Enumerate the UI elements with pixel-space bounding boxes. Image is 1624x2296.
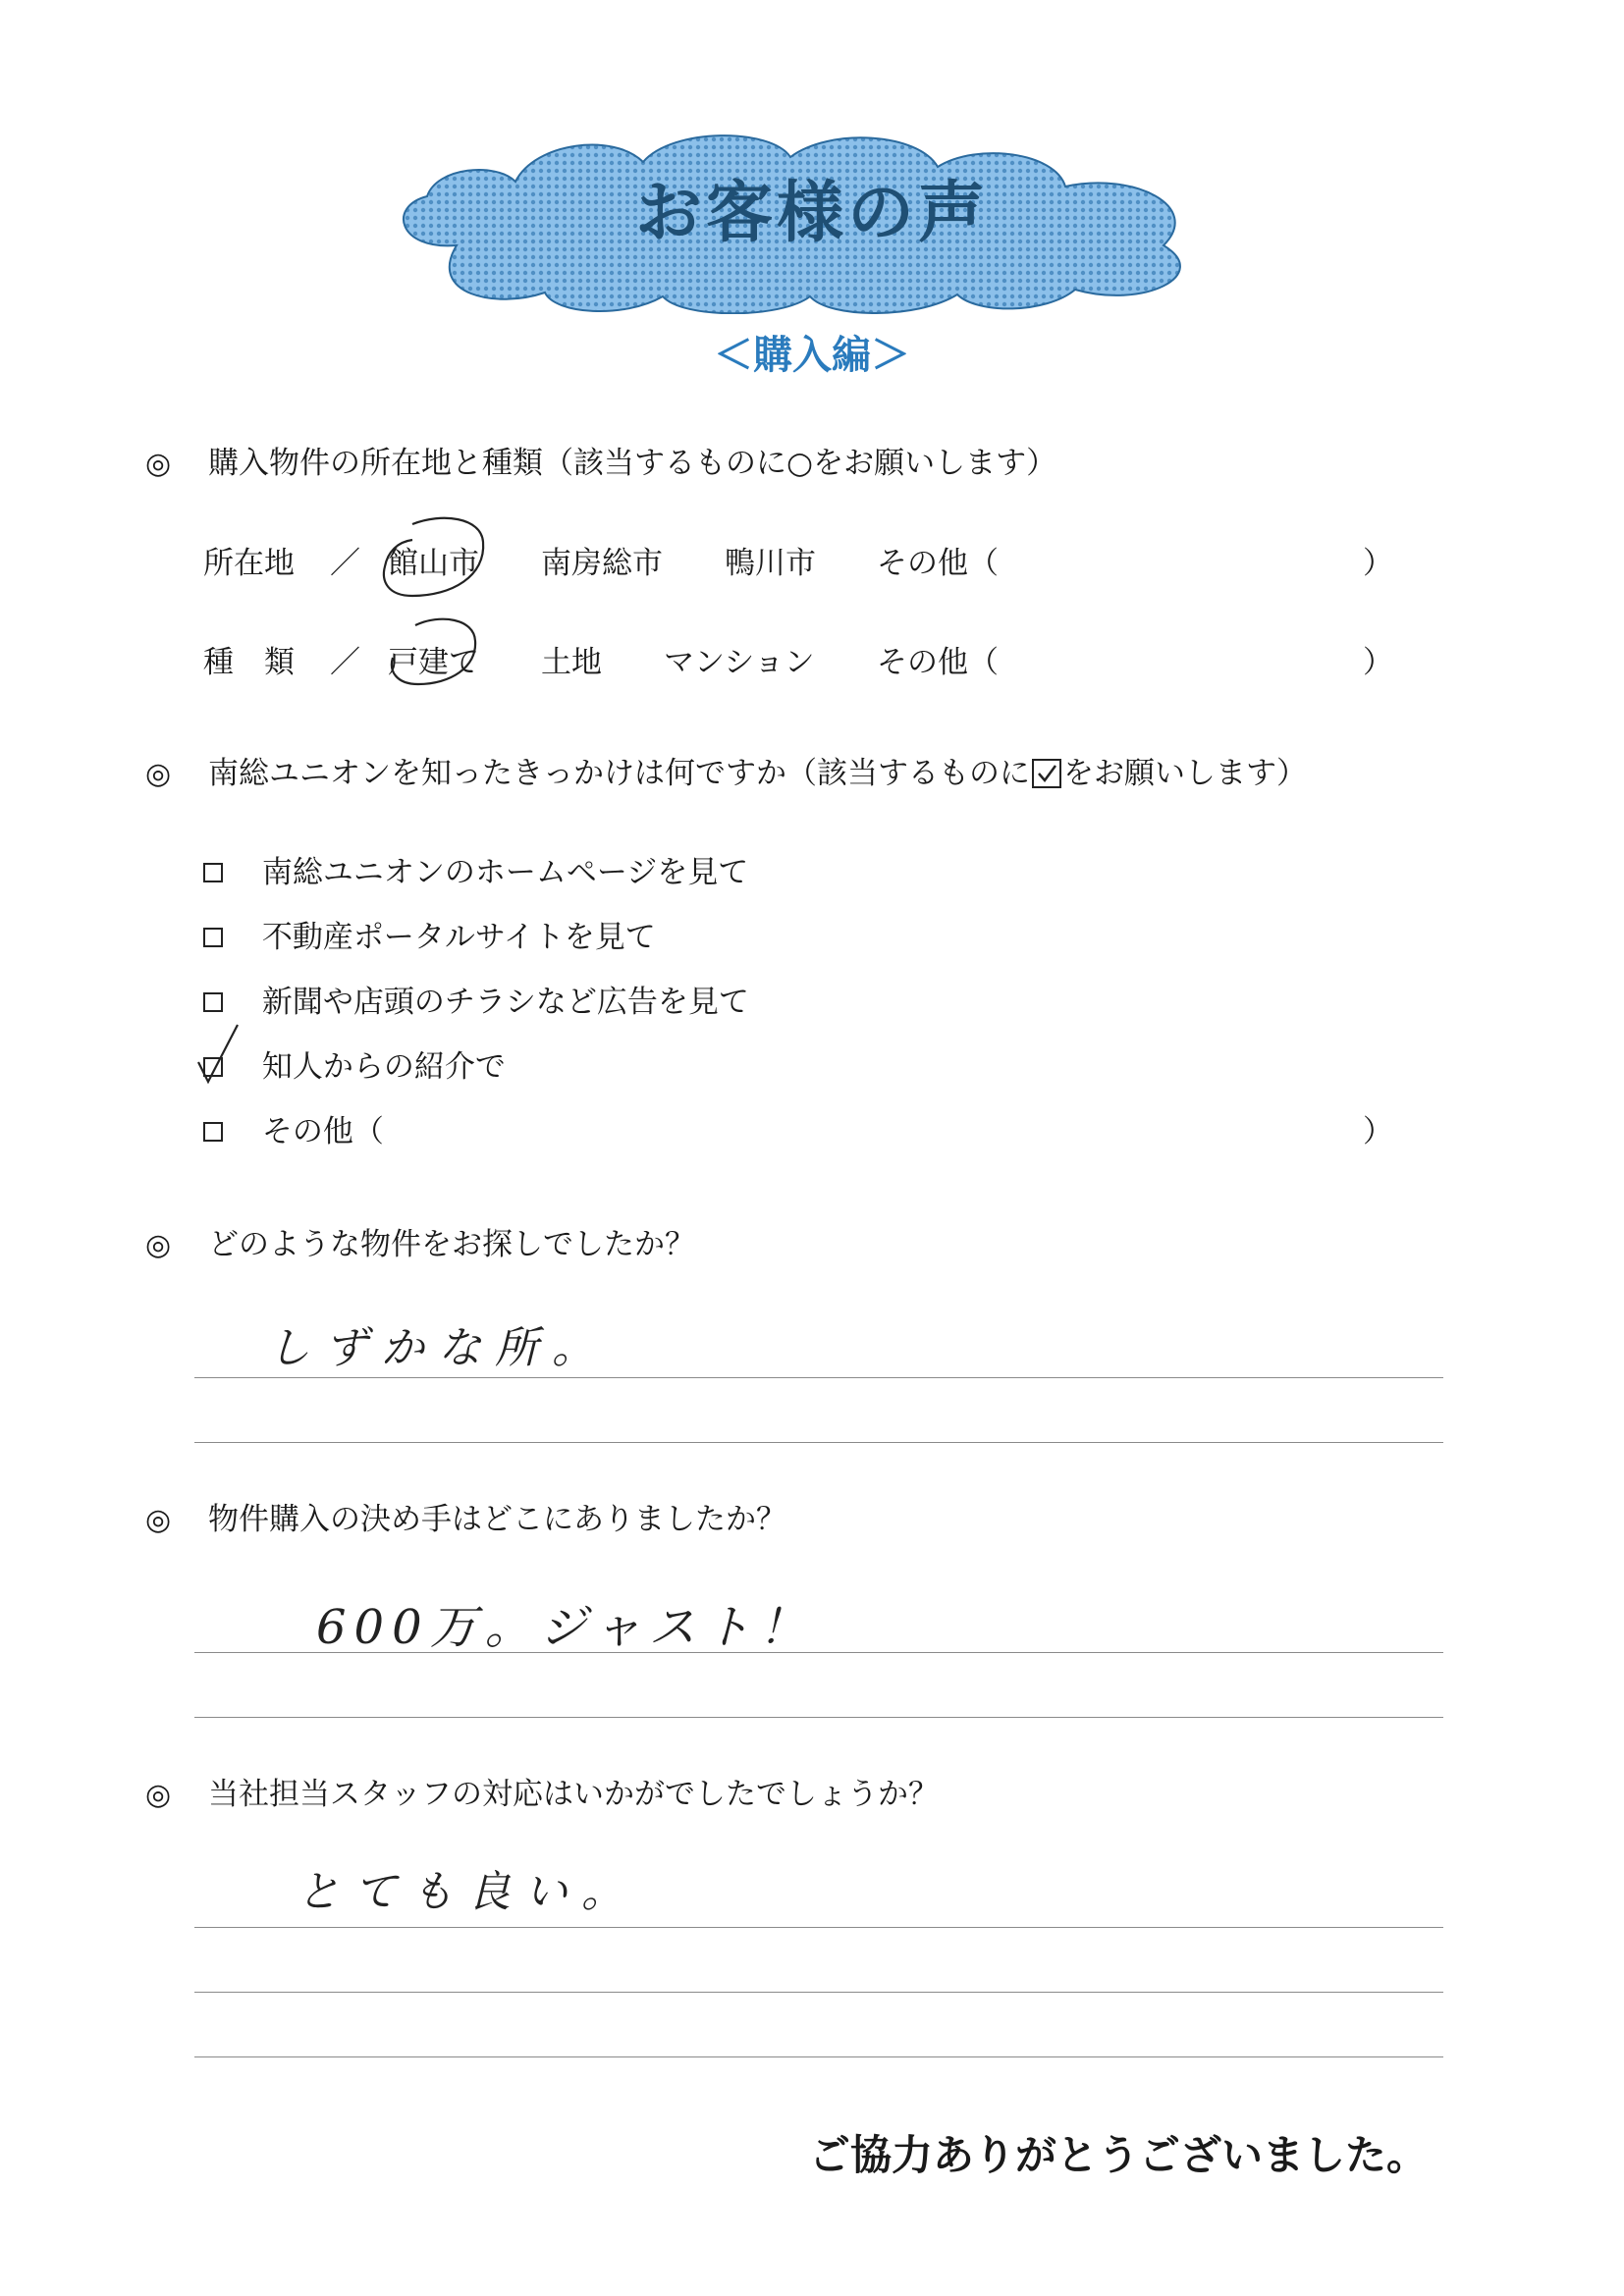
checkbox-label: その他（ xyxy=(261,1114,384,1149)
question-1 xyxy=(145,444,1056,484)
double-circle-icon: ◎ xyxy=(145,1503,172,1537)
type-option-apartment[interactable]: マンション xyxy=(664,645,815,680)
question-3 xyxy=(145,1225,695,1265)
checkbox-row[interactable] xyxy=(203,853,748,892)
answer-line xyxy=(194,1717,1443,1718)
answer-line xyxy=(194,2056,1443,2057)
checkbox-label: 新聞や店頭のチラシなど広告を見て xyxy=(261,985,749,1020)
answer-line xyxy=(194,1442,1443,1443)
page-subtitle: ＜購入編＞ xyxy=(714,333,910,378)
question-4 xyxy=(145,1500,786,1540)
question-2 xyxy=(145,754,1307,794)
checkbox[interactable] xyxy=(203,992,223,1012)
type-option-house[interactable]: 戸建て xyxy=(388,645,479,680)
double-circle-icon: ◎ xyxy=(145,447,172,481)
question-5-text: 当社担当スタッフの対応はいかがでしたでしょうか？ xyxy=(208,1777,940,1812)
answer-3[interactable]: しずかな所。 xyxy=(267,1323,609,1373)
checkbox[interactable] xyxy=(203,863,223,882)
checkbox-label: 知人からの紹介で xyxy=(261,1049,506,1085)
checkbox-row-checked[interactable] xyxy=(203,1047,506,1087)
checkbox-label: 不動産ポータルサイトを見て xyxy=(261,920,656,955)
closing-message: ご協力ありがとうございました。 xyxy=(808,2131,1428,2179)
type-option-land[interactable]: 土地 xyxy=(541,645,602,680)
checkbox-row[interactable] xyxy=(203,983,749,1022)
answer-line xyxy=(194,1652,1443,1653)
double-circle-icon: ◎ xyxy=(145,757,172,791)
checkbox-label: 南総ユニオンのホームページを見て xyxy=(261,855,749,890)
answer-4[interactable]: 600万。ジャスト！ xyxy=(316,1600,814,1655)
location-option-minamiboso[interactable]: 南房総市 xyxy=(541,546,663,581)
location-option-tateyama[interactable]: 館山市 xyxy=(388,546,479,581)
answer-5[interactable]: とても良い。 xyxy=(297,1867,638,1917)
question-1-text: 購入物件の所在地と種類（該当するものに○をお願いします） xyxy=(208,446,1057,481)
double-circle-icon: ◎ xyxy=(145,1778,172,1812)
answer-line xyxy=(194,1927,1443,1928)
type-option-other[interactable]: その他（ xyxy=(877,645,999,680)
hand-check-mark-icon xyxy=(194,1021,244,1090)
type-label: 種 類 xyxy=(203,645,295,680)
question-3-text: どのような物件をお探しでしたか？ xyxy=(208,1227,696,1262)
type-slash: ／ xyxy=(330,645,360,680)
checkbox-row[interactable] xyxy=(203,918,656,957)
question-2-text-before: 南総ユニオンを知ったきっかけは何ですか（該当するものに xyxy=(208,756,1031,791)
page-title: お客様の声 xyxy=(634,175,989,252)
other-close: ） xyxy=(1363,1114,1393,1149)
location-option-other[interactable]: その他（ xyxy=(877,546,999,581)
location-other-close: ） xyxy=(1363,546,1393,581)
question-4-text: 物件購入の決め手はどこにありましたか？ xyxy=(208,1502,787,1537)
question-5 xyxy=(145,1775,939,1815)
check-example-icon xyxy=(1032,759,1061,788)
checkbox[interactable] xyxy=(203,928,223,947)
location-label: 所在地 xyxy=(203,546,295,581)
location-slash: ／ xyxy=(330,546,360,581)
double-circle-icon: ◎ xyxy=(145,1228,172,1262)
selection-circle-location xyxy=(373,512,501,611)
location-option-kamogawa[interactable]: 鴨川市 xyxy=(725,546,816,581)
type-other-close: ） xyxy=(1363,645,1393,680)
checkbox[interactable] xyxy=(203,1122,223,1142)
selection-circle-type xyxy=(381,614,489,702)
question-2-text-after: をお願いします） xyxy=(1063,756,1308,791)
checkbox-row[interactable] xyxy=(203,1112,384,1151)
answer-line xyxy=(194,1992,1443,1993)
answer-line xyxy=(194,1377,1443,1378)
